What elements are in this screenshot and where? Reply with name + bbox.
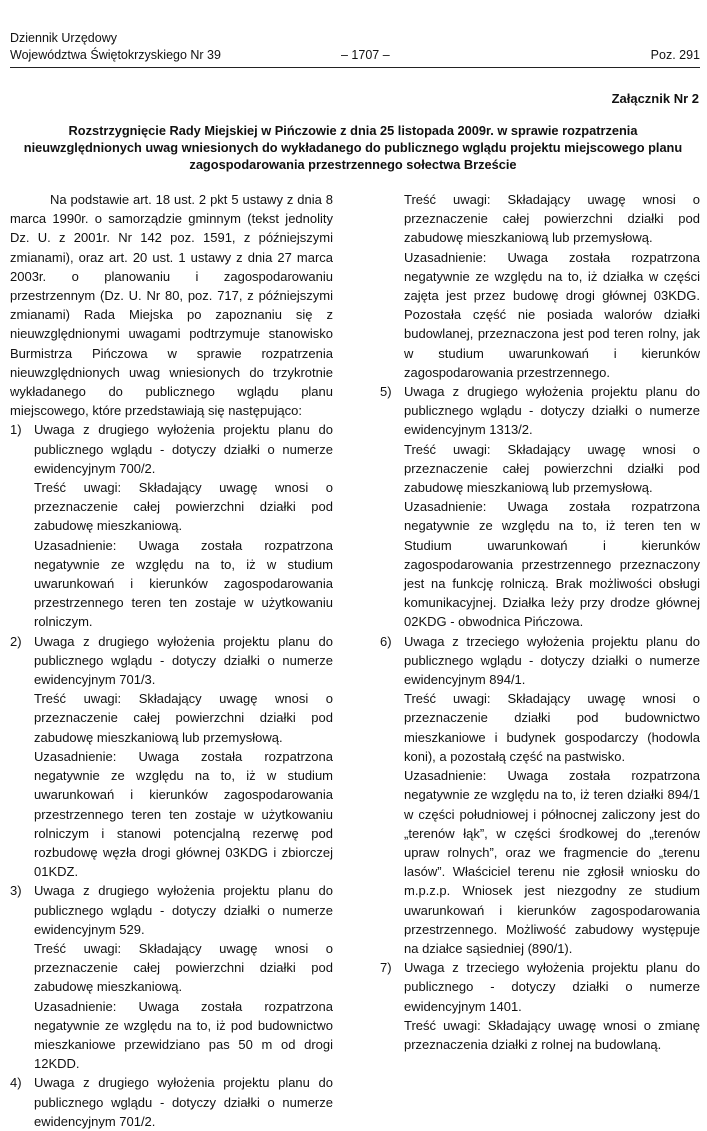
item-heading: Uwaga z trzeciego wyłożenia projektu planu do publicznego - dotyczy działki o numerze ewidencyjnym 1401.: [404, 960, 700, 1014]
position-number: Poz. 291: [650, 48, 700, 62]
item-heading: Uwaga z drugiego wyłożenia projektu planu do publicznego wglądu - dotyczy działki o numerze ewidencyjnym 701/2.: [34, 1075, 333, 1129]
item-justification: Uzasadnienie: Uwaga została rozpatrzona negatywnie ze względu na to, iż działka w części zajęta jest przez budowę drogi głównej 03KDG. Pozostała część nie posiada walorów działki budowlanej, przeznaczona jest pod teren rolny, jak w studium uwarunkowań i kierunków zagospodarowania przestrzennego.: [404, 249, 700, 380]
item-heading: Uwaga z trzeciego wyłożenia projektu planu do publicznego wglądu - dotyczy działki o numerze ewidencyjnym 894/1.: [404, 633, 700, 688]
item-content: Treść uwagi: Składający uwagę wnosi o przeznaczenie całej powierzchni działki pod zabudowę mieszkaniową lub przemysłową.: [404, 192, 700, 246]
item-number: 7): [380, 960, 392, 976]
item-content: Treść uwagi: Składający uwagę wnosi o przeznaczenie całej powierzchni działki pod zabudowę mieszkaniową.: [34, 940, 333, 995]
item-number: 2): [10, 633, 22, 649]
item-justification: Uzasadnienie: Uwaga została rozpatrzona negatywnie ze względu na to, iż teren działki 894/1 w części południowej i północnej zaliczony jest do „terenów łąk”, w części środkowej do „terenów upraw rolnych”, oraz we fragmencie do „terenu lasów”. Właściciel terenu nie zgłosił wniosku do m.p.z.p. Wniosek jest niezgodny ze studium uwarunkowań i kierunków zagospodarowania przestrzennego. Możliwość zabudowy występuje na działce sąsiedniej (890/1).: [404, 768, 700, 956]
right-column: [380, 190, 700, 1054]
item-heading: Uwaga z drugiego wyłożenia projektu planu do publicznego wglądu - dotyczy działki o numerze ewidencyjnym 1313/2.: [404, 384, 700, 438]
publication-title: Dziennik Urzędowy: [10, 31, 117, 45]
publication-subtitle: Województwa Świętokrzyskiego Nr 39: [10, 48, 221, 62]
list-item: [10, 881, 333, 1073]
item-heading: Uwaga z drugiego wyłożenia projektu planu do publicznego wglądu - dotyczy działki o numerze ewidencyjnym 529.: [34, 883, 333, 937]
item-heading: Uwaga z drugiego wyłożenia projektu planu do publicznego wglądu - dotyczy działki o numerze ewidencyjnym 700/2.: [34, 422, 333, 476]
list-item: [380, 632, 700, 958]
annex-label: Załącznik Nr 2: [611, 91, 699, 106]
list-item: [10, 420, 333, 631]
list-item: [10, 1073, 333, 1131]
list-item-continuation: [380, 190, 700, 382]
list-item: [380, 958, 700, 1054]
item-content: Treść uwagi: Składający uwagę wnosi o przeznaczenie całej powierzchni działki pod zabudowę mieszkaniową.: [34, 480, 333, 534]
item-content: Treść uwagi: Składający uwagę wnosi o przeznaczenie całej powierzchni działki pod zabudowę mieszkaniową lub przemysłową.: [34, 691, 333, 745]
item-justification: Uzasadnienie: Uwaga została rozpatrzona negatywnie ze względu na to, iż teren ten w Studium uwarunkowań i kierunków zagospodarowania przestrzennego przeznaczony jest na funkcję rolniczą. Brak możliwości obsługi komunikacyjnej. Działka leży przy drodze głównej 02KDG - obwodnica Pińczowa.: [404, 499, 700, 630]
list-item: [10, 632, 333, 882]
item-content: Treść uwagi: Składający uwagę wnosi o zmianę przeznaczenia działki z rolnej na budowlaną.: [404, 1017, 700, 1052]
header-divider: [10, 67, 700, 68]
intro-paragraph: Na podstawie art. 18 ust. 2 pkt 5 ustawy z dnia 8 marca 1990r. o samorządzie gminnym (tekst jednolity Dz. U. z 2001r. Nr 142 poz. 1591, z późniejszymi zmianami), oraz art. 20 ust. 1 ustawy z dnia 27 marca 2003r. o planowaniu i zagospodarowaniu przestrzennym (Dz. U. Nr 80, poz. 717, z późniejszymi zmianami) Rada Miejska po zapoznaniu się z nieuwzględnionymi uwagami podtrzymuje stanowisko Burmistrza Pińczowa w sprawie rozpatrzenia nieuwzględnionych uwag wniesionych do trzykrotnie wykładanego do publicznego wglądu planu miejscowego, które przedstawiają się następująco:: [10, 192, 333, 419]
item-number: 3): [10, 883, 22, 899]
page-number: – 1707 –: [341, 48, 390, 62]
item-justification: Uzasadnienie: Uwaga została rozpatrzona negatywnie ze względu na to, iż w studium uwarunkowań i kierunków zagospodarowania przestrzennego teren ten zostaje w użytkowaniu rolniczym.: [34, 537, 333, 630]
left-column: [10, 190, 333, 1131]
item-justification: Uzasadnienie: Uwaga została rozpatrzona negatywnie ze względu na to, iż pod budownictwo mieszkaniowe przewidziano pas 50 m od drogi 12KDD.: [34, 998, 333, 1072]
item-number: 5): [380, 384, 392, 400]
item-content: Treść uwagi: Składający uwagę wnosi o przeznaczenie działki pod budownictwo mieszkaniowe i budynek gospodarczy (hodowla koni), a pozostałą część na pastwisko.: [404, 691, 700, 764]
item-number: 6): [380, 633, 392, 649]
item-justification: Uzasadnienie: Uwaga została rozpatrzona negatywnie ze względu na to, iż w studium uwarunkowań i kierunków zagospodarowania przestrzennego teren ten zostaje w użytkowaniu rolniczym i stanowi potencjalną rezerwę pod rozbudowę węzła drogi głównej 03KDG i zbiorczej 01KDZ.: [34, 748, 333, 880]
list-item: [380, 382, 700, 632]
item-content: Treść uwagi: Składający uwagę wnosi o przeznaczenie całej powierzchni działki pod zabudowę mieszkaniową lub przemysłową.: [404, 441, 700, 496]
document-title: Rozstrzygnięcie Rady Miejskiej w Pińczowie z dnia 25 listopada 2009r. w sprawie rozpatrzenia nieuwzględnionych uwag wniesionych do wykładanego do publicznego wglądu projektu miejscowego planu zagospodarowania przestrzennego sołectwa Brzeście: [23, 123, 683, 172]
item-number: 4): [10, 1075, 22, 1091]
item-heading: Uwaga z drugiego wyłożenia projektu planu do publicznego wglądu - dotyczy działki o numerze ewidencyjnym 701/3.: [34, 633, 333, 688]
item-number: 1): [10, 422, 22, 438]
